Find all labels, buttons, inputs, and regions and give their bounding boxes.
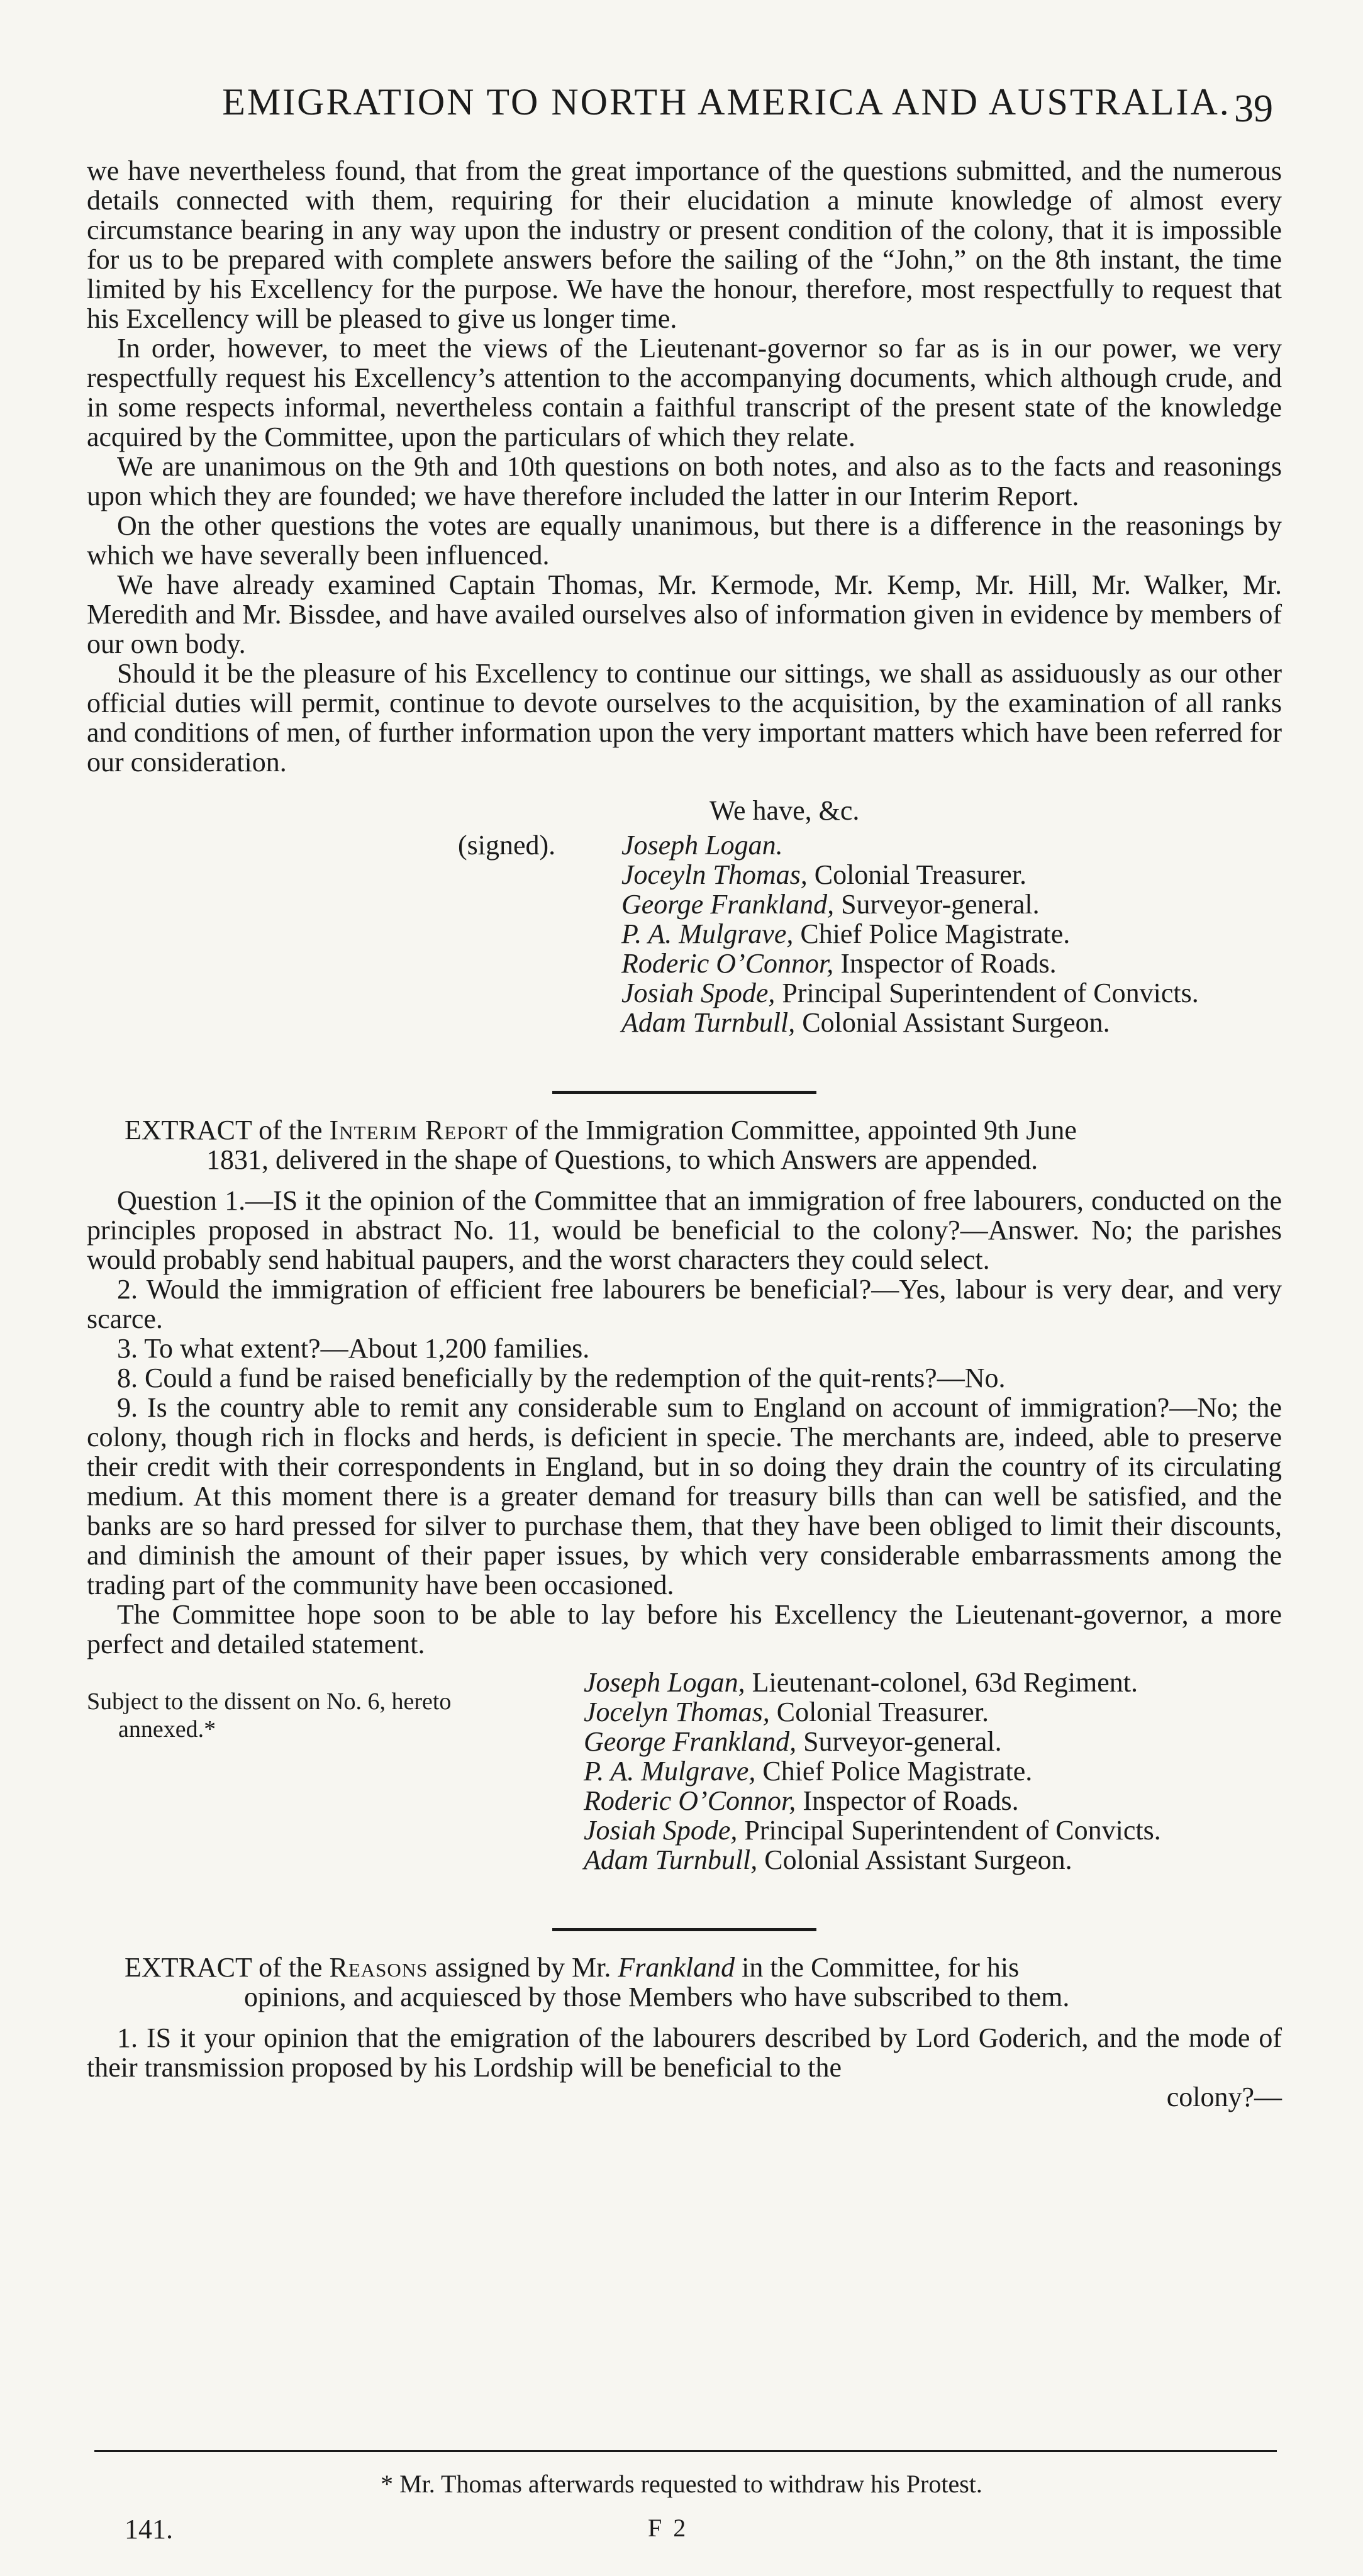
signature-mark: 141.	[125, 2514, 173, 2545]
reasons-heading	[87, 1953, 1282, 1982]
signatory	[584, 1786, 1161, 1815]
reasons-heading-line2: opinions, and acquiesced by those Members who have subscribed to them.	[244, 1982, 1070, 2012]
section-divider	[552, 1091, 816, 1094]
signatory	[584, 1727, 1161, 1756]
signatory	[621, 860, 1199, 889]
signatory-title: Inspector of Roads.	[796, 1785, 1019, 1816]
interim-heading-line2: 1831, delivered in the shape of Questions, to which Answers are appended.	[206, 1144, 1038, 1175]
signatory-name: Roderic O’Connor,	[584, 1785, 796, 1816]
signed-label: (signed).	[458, 830, 556, 861]
signatory-title: Surveyor-general.	[796, 1726, 1002, 1757]
dissent-line: Subject to the dissent on No. 6, hereto	[87, 1688, 452, 1715]
letter-paragraph: We have already examined Captain Thomas, Mr. Kermode, Mr. Kemp, Mr. Hill, Mr. Walker, Mr. Meredith and Mr. Bissdee, and have availed ourselves also of information given in evidence by members of our own body.	[87, 569, 1282, 659]
signatory-title: Surveyor-general.	[834, 889, 1040, 920]
running-title: EMIGRATION TO NORTH AMERICA AND AUSTRALIA.	[222, 81, 1231, 123]
signatory	[584, 1668, 1161, 1697]
signatory-name: Adam Turnbull,	[621, 1007, 796, 1038]
extract-word: EXTRACT	[125, 1952, 252, 1983]
letter-paragraph: Should it be the pleasure of his Excellency to continue our sittings, we shall as assiduously as our other official duties will permit, continue to devote ourselves to the acquisition, by the examination of all ranks and conditions of men, of further information upon the very important matters which have been referred for our consideration.	[87, 658, 1282, 778]
question-2: 2. Would the immigration of efficient free labourers be beneficial?—Yes, labour is very dear, and very scarce.	[87, 1274, 1282, 1334]
signatory	[584, 1815, 1161, 1845]
signatory	[621, 1008, 1199, 1037]
signatory-name: Joceyln Thomas,	[621, 859, 808, 890]
signatory	[621, 949, 1199, 978]
signatory-name: Roderic O’Connor,	[621, 948, 834, 979]
signatory-list	[584, 1668, 1161, 1875]
footnote-rule	[94, 2450, 1277, 2452]
signatory-title: Chief Police Magistrate.	[793, 918, 1071, 949]
interim-heading	[87, 1115, 1282, 1145]
question-9: 9. Is the country able to remit any considerable sum to England on account of immigration?—No; the colony, though rich in flocks and herds, is deficient in specie. The merchants are, indeed, able to preserve their credit with their correspondents in England, but in so doing they drain the country of its circulating medium. At this moment there is a greater demand for treasury bills than can well be satisfied, and the banks are so hard pressed for silver to purchase them, that they have been obliged to limit their discounts, and diminish the amount of their paper issues, by which very considerable embarrassments among the trading part of the community have been occasioned.	[87, 1392, 1282, 1600]
dissent-line: annexed.*	[118, 1716, 216, 1742]
signatory-title: Principal Superintendent of Convicts.	[775, 978, 1199, 1008]
signatory-name: George Frankland,	[621, 889, 835, 920]
question-1: Question 1.—IS it the opinion of the Committee that an immigration of free labourers, conducted on the principles proposed in abstract No. 11, would be beneficial to the colony?—Answer. No; the parishes would probably send habitual paupers, and the worst characters they could select.	[87, 1185, 1282, 1275]
signatory-name: P. A. Mulgrave,	[584, 1756, 756, 1787]
heading-connector: of the	[252, 1115, 330, 1146]
signatory-title: Colonial Treasurer.	[769, 1697, 989, 1727]
interim-closing: The Committee hope soon to be able to lay before his Excellency the Lieutenant-governor, a more perfect and detailed statement.	[87, 1599, 1282, 1659]
signatory-title: Principal Superintendent of Convicts.	[737, 1815, 1161, 1846]
signatory	[621, 919, 1199, 949]
signatory	[621, 978, 1199, 1008]
heading-rest: in the Committee, for his	[735, 1952, 1020, 1983]
letter-paragraph: On the other questions the votes are equally unanimous, but there is a difference in the reasonings by which we have severally been influenced.	[87, 510, 1282, 571]
signatory-title: Inspector of Roads.	[833, 948, 1057, 979]
signatory-title: Chief Police Magistrate.	[755, 1756, 1033, 1787]
signatory-title: Colonial Assistant Surgeon.	[795, 1007, 1110, 1038]
signatory-name: Joseph Logan,	[584, 1667, 745, 1698]
signatory	[584, 1697, 1161, 1727]
heading-connector: of the	[252, 1952, 330, 1983]
signatory	[621, 889, 1199, 919]
extract-word: EXTRACT	[125, 1115, 252, 1146]
reasons-question-1-end: colony?—	[1166, 2082, 1282, 2112]
section-divider	[552, 1928, 816, 1931]
letter-paragraph: In order, however, to meet the views of the Lieutenant-governor so far as is in our power, we very respectfully request his Excellency’s attention to the accompanying documents, which although crude, and in some respects informal, nevertheless contain a faithful transcript of the present state of the knowledge acquired by the Committee, upon the particulars of which they relate.	[87, 333, 1282, 452]
letter-paragraph: We are unanimous on the 9th and 10th questions on both notes, and also as to the facts and reasonings upon which they are founded; we have therefore included the latter in our Interim Report.	[87, 451, 1282, 511]
frankland-name: Frankland	[618, 1952, 735, 1983]
signatory-title: Colonial Assistant Surgeon.	[757, 1844, 1072, 1875]
dissent-note	[87, 1688, 552, 1743]
footnote: * Mr. Thomas afterwards requested to withdraw his Protest.	[381, 2470, 982, 2498]
interim-report-title: Interim Report	[329, 1115, 508, 1146]
interim-signature-block	[87, 1668, 1282, 1907]
question-3: 3. To what extent?—About 1,200 families.	[117, 1333, 590, 1364]
signatory	[584, 1756, 1161, 1786]
signatory-name: Josiah Spode,	[584, 1815, 738, 1846]
folio-signature: F 2	[648, 2514, 689, 2542]
heading-connector: assigned by Mr.	[428, 1952, 618, 1983]
signatory-name: P. A. Mulgrave,	[621, 918, 794, 949]
letter-signature-block	[87, 830, 1282, 1069]
signatory-title: Colonial Treasurer.	[807, 859, 1027, 890]
question-8: 8. Could a fund be raised beneficially by the redemption of the quit-rents?—No.	[117, 1363, 1006, 1393]
page-number: 39	[1234, 87, 1273, 130]
signatory-name: Adam Turnbull,	[584, 1844, 758, 1875]
reasons-question-1: 1. IS it your opinion that the emigration of the labourers described by Lord Goderich, and the mode of their transmission proposed by his Lordship will be beneficial to the	[87, 2022, 1282, 2083]
document-body	[87, 156, 1282, 2112]
signatory-name: George Frankland,	[584, 1726, 797, 1757]
signatory-name: Joseph Logan.	[621, 830, 783, 861]
signatory	[621, 830, 1199, 860]
signatory-list	[621, 830, 1199, 1037]
letter-paragraph: we have nevertheless found, that from the great importance of the questions submitted, and the numerous details connected with them, requiring for their elucidation a minute knowledge of almost every circumstance bearing in any way upon the industry or present condition of the colony, that it is impossible for us to be prepared with complete answers before the sailing of the “John,” on the 8th instant, the time limited by his Excellency for the purpose. We have the honour, therefore, most respectfully to request that his Excellency will be pleased to give us longer time.	[87, 155, 1282, 334]
signatory-name: Josiah Spode,	[621, 978, 776, 1008]
letter-closing: We have, &c.	[709, 795, 860, 826]
signatory	[584, 1845, 1161, 1875]
signatory-title: Lieutenant-colonel, 63d Regiment.	[745, 1667, 1138, 1698]
signatory-name: Jocelyn Thomas,	[584, 1697, 770, 1727]
reasons-title: Reasons	[329, 1952, 428, 1983]
heading-rest: of the Immigration Committee, appointed 9th June	[508, 1115, 1077, 1146]
